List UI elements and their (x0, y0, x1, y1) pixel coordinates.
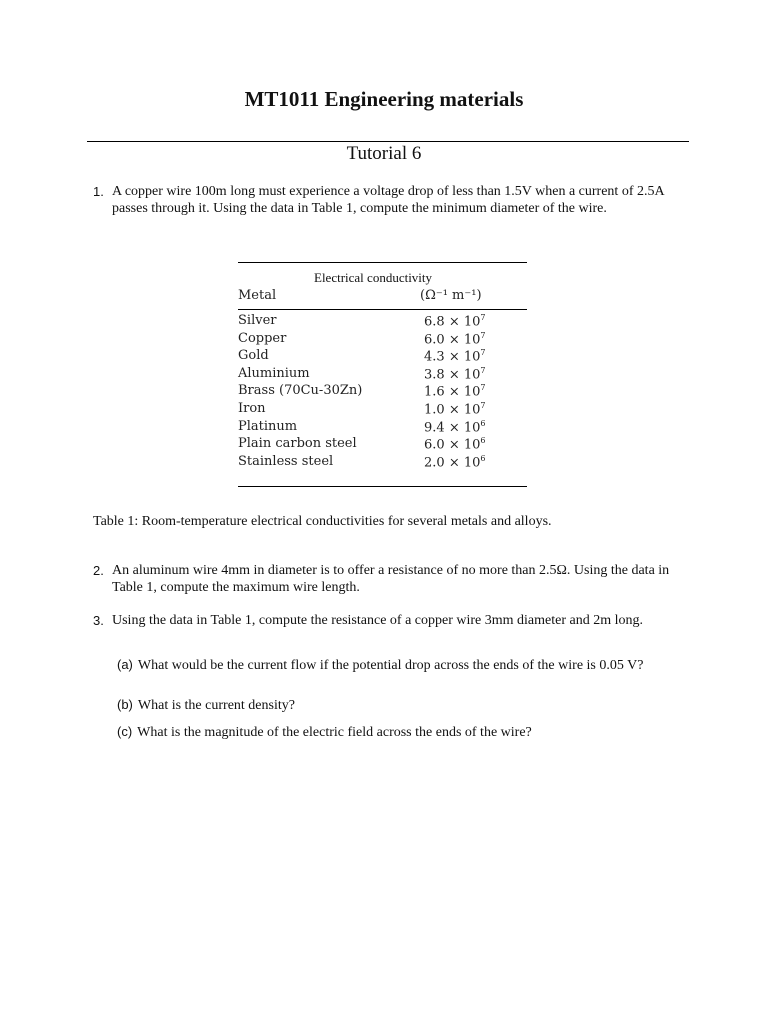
conductivity-value (424, 454, 485, 470)
times-ten: × 10 (444, 402, 481, 418)
conductivity-exponent: 7 (480, 400, 486, 410)
question-text: An aluminum wire 4mm in diameter is to offer a resistance of no more than 2.5Ω. Using the data in Table 1, compute the maximum wire length. (112, 563, 670, 595)
subquestion-text: What would be the current flow if the potential drop across the ends of the wire is 0.05 V? (137, 658, 644, 673)
subquestion-b (117, 696, 687, 715)
header-metal: Metal (238, 288, 277, 303)
table-row (238, 348, 527, 366)
table-row (238, 419, 527, 437)
page-subtitle: Tutorial 6 (346, 143, 422, 164)
conductivity-exponent: 7 (480, 383, 486, 393)
question-number: 2. (93, 563, 104, 578)
conductivity-value (424, 419, 485, 435)
conductivity-mantissa: 6.0 (424, 437, 445, 453)
header-units: (Ω⁻¹ m⁻¹) (420, 288, 482, 303)
table-row (238, 401, 527, 419)
conductivity-value (424, 366, 485, 382)
table-row (238, 313, 527, 331)
question-number: 1. (93, 184, 104, 199)
conductivity-value (424, 383, 485, 399)
conductivity-mantissa: 6.8 (424, 314, 445, 330)
page-title: MT1011 Engineering materials (244, 87, 524, 111)
metal-name: Silver (238, 313, 277, 328)
times-ten: × 10 (444, 437, 481, 453)
metal-name: Gold (238, 348, 269, 364)
conductivity-mantissa: 3.8 (424, 367, 445, 383)
conductivity-exponent: 6 (480, 453, 486, 463)
metal-name: Copper (238, 330, 287, 346)
question-2 (93, 562, 683, 596)
conductivity-exponent: 6 (480, 436, 486, 446)
metal-name: Plain carbon steel (238, 436, 357, 452)
conductivity-mantissa: 9.4 (424, 419, 445, 435)
conductivity-mantissa: 6.0 (424, 331, 445, 347)
conductivity-exponent: 7 (480, 365, 486, 375)
conductivity-value (424, 348, 485, 364)
subquestion-label: (a) (117, 657, 133, 672)
title-rule (87, 141, 689, 142)
conductivity-exponent: 7 (480, 348, 486, 358)
question-text: A copper wire 100m long must experience a voltage drop of less than 1.5V when a current of 2.5A passes through it. Using the data in Table 1, compute the minimum diameter of the wire. (112, 184, 664, 216)
metal-name: Stainless steel (238, 453, 334, 469)
times-ten: × 10 (444, 419, 481, 435)
header-electrical-conductivity: Electrical conductivity (314, 270, 433, 285)
table-row (238, 366, 527, 384)
conductivity-value (424, 401, 485, 417)
table-row (238, 383, 527, 401)
table-caption: Table 1: Room-temperature electrical conductivities for several metals and alloys. (93, 514, 552, 529)
table-row (238, 454, 527, 472)
metal-name: Aluminium (238, 365, 310, 381)
subquestion-c (117, 723, 687, 742)
question-1 (93, 183, 683, 217)
conductivity-value (424, 436, 485, 452)
table-top-rule (238, 262, 527, 263)
metal-name: Brass (70Cu-30Zn) (238, 383, 363, 399)
times-ten: × 10 (444, 384, 481, 400)
subquestion-text: What is the magnitude of the electric field across the ends of the wire? (137, 725, 532, 740)
question-text: Using the data in Table 1, compute the resistance of a copper wire 3mm diameter and 2m long. (112, 613, 643, 628)
subquestion-text: What is the current density? (137, 698, 295, 713)
table-header-rule (238, 309, 527, 310)
conductivity-mantissa: 4.3 (424, 349, 445, 365)
conductivity-exponent: 7 (480, 330, 486, 340)
conductivity-value (424, 313, 485, 329)
question-number: 3. (93, 613, 104, 628)
metal-name: Iron (238, 400, 266, 416)
conductivity-mantissa: 1.0 (424, 402, 445, 418)
conductivity-exponent: 7 (480, 313, 486, 322)
question-3 (93, 612, 683, 629)
times-ten: × 10 (444, 349, 481, 365)
table-row (238, 436, 527, 454)
times-ten: × 10 (444, 367, 481, 383)
conductivity-value (424, 331, 485, 347)
conductivity-mantissa: 2.0 (424, 455, 445, 471)
table-body (238, 313, 527, 471)
times-ten: × 10 (444, 455, 481, 471)
metal-name: Platinum (238, 418, 298, 434)
subquestion-label: (c) (117, 724, 133, 739)
subquestion-a (117, 656, 687, 675)
table-row (238, 331, 527, 349)
subquestion-label: (b) (117, 697, 133, 712)
times-ten: × 10 (444, 314, 481, 330)
conductivity-exponent: 6 (480, 418, 486, 428)
conductivity-mantissa: 1.6 (424, 384, 445, 400)
times-ten: × 10 (444, 331, 481, 347)
table-bottom-rule (238, 486, 527, 487)
